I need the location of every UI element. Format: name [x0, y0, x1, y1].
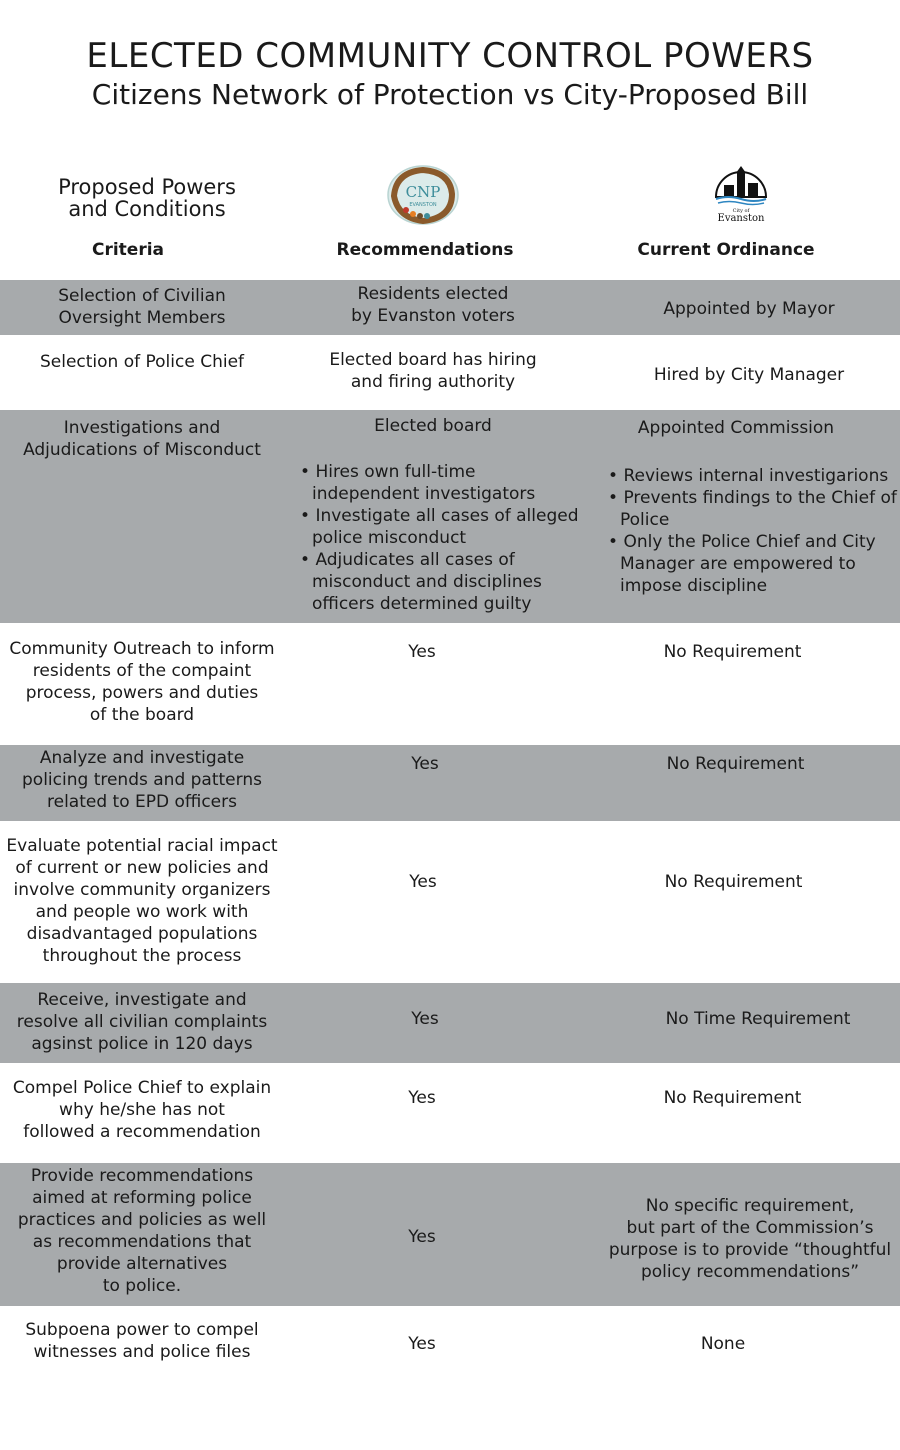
bullet-item: • Prevents findings to the Chief of Police: [608, 488, 897, 530]
current-ordinance-cell: None: [700, 1334, 746, 1354]
criteria-cell: [0, 1165, 284, 1297]
table-row: [0, 745, 900, 821]
criteria-line: residents of the compaint: [32, 661, 252, 681]
cnp-logo-dot: [410, 211, 416, 217]
criteria-line: Investigations and: [63, 418, 221, 438]
criteria-cell: [0, 638, 284, 726]
recommendation-cell: Yes: [408, 1227, 436, 1247]
cnp-logo-dot: [417, 213, 423, 219]
criteria-line: Selection of Police Chief: [39, 352, 245, 372]
recommendation-title: Elected board: [374, 416, 492, 436]
criteria-line: Provide recommendations: [30, 1166, 254, 1186]
criteria-line: why he/she has not: [59, 1100, 225, 1120]
page-title: ELECTED COMMUNITY CONTROL POWERS: [86, 36, 814, 76]
recommendation-line: by Evanston voters: [351, 306, 515, 326]
city-logo-small-text: City of: [732, 208, 750, 214]
table-row: [0, 280, 900, 335]
table-row: [0, 335, 900, 410]
cnp-logo-dot: [424, 213, 430, 219]
criteria-line: Adjudications of Misconduct: [23, 440, 261, 460]
table-row: [0, 410, 900, 623]
criteria-cell: [0, 1319, 284, 1363]
recommendation-cell: [288, 283, 578, 327]
criteria-line: involve community organizers: [13, 880, 271, 900]
criteria-line: of current or new policies and: [15, 858, 269, 878]
lighthouse-top: [736, 166, 746, 173]
city-logo-wave: [718, 202, 764, 205]
city-building-right: [748, 183, 758, 197]
table-row: [0, 623, 900, 745]
table-row: [0, 821, 900, 983]
criteria-cell: [0, 1077, 284, 1143]
criteria-line: Evaluate potential racial impact: [6, 836, 278, 856]
criteria-line: provide alternatives: [56, 1254, 228, 1274]
criteria-line: aimed at reforming police: [32, 1188, 252, 1208]
column-header-recommendations: Recommendations: [336, 240, 514, 260]
criteria-cell: [0, 351, 284, 373]
column-header-current: Current Ordinance: [637, 240, 815, 260]
city-of-evanston-logo: [712, 163, 770, 227]
criteria-line: agsinst police in 120 days: [31, 1034, 253, 1054]
recommendation-bullets: [298, 461, 583, 615]
criteria-line: related to EPD officers: [47, 792, 237, 812]
criteria-line: policing trends and patterns: [22, 770, 262, 790]
recommendation-line: Elected board has hiring: [329, 350, 537, 370]
criteria-line: witnesses and police files: [33, 1342, 251, 1362]
criteria-line: Compel Police Chief to explain: [12, 1078, 272, 1098]
criteria-line: followed a recommendation: [23, 1122, 261, 1142]
current-title: Appointed Commission: [637, 418, 835, 438]
recommendation-line: Residents elected: [357, 284, 509, 304]
lighthouse-icon: [737, 173, 745, 197]
current-ordinance-cell: [600, 1195, 900, 1283]
bullet-item: • Only the Police Chief and City Manager are empowered to impose discipline: [608, 532, 876, 596]
cnp-evanston-logo: [386, 164, 460, 226]
criteria-line: throughout the process: [42, 946, 242, 966]
cnp-logo-subtext: EVANSTON: [409, 202, 437, 208]
criteria-line: Selection of Civilian: [58, 286, 226, 306]
criteria-line: resolve all civilian complaints: [16, 1012, 268, 1032]
column-header-criteria: Criteria: [91, 240, 165, 260]
recommendation-line: and firing authority: [350, 372, 516, 392]
bullet-item: • Hires own full-time independent investigators: [300, 462, 536, 504]
criteria-line: and people wo work with: [35, 902, 249, 922]
proposed-powers-label: [22, 176, 272, 220]
recommendation-cell: Yes: [408, 1088, 436, 1108]
criteria-line: Analyze and investigate: [39, 748, 245, 768]
table-row: [0, 983, 900, 1063]
current-line: policy recommendations”: [640, 1262, 860, 1282]
table-row: [0, 1063, 900, 1163]
bullet-item: • Investigate all cases of alleged police misconduct: [300, 506, 579, 548]
criteria-line: Receive, investigate and: [37, 990, 247, 1010]
current-ordinance-cell: [598, 364, 900, 386]
bullet-item: • Adjudicates all cases of misconduct and disciplines officers determined guilty: [300, 550, 542, 614]
current-line: Appointed by Mayor: [663, 299, 835, 319]
current-line: No specific requirement,: [645, 1196, 855, 1216]
city-building-left: [724, 185, 734, 197]
criteria-cell: [0, 989, 284, 1055]
recommendation-cell: Yes: [411, 754, 439, 774]
current-ordinance-cell: [606, 417, 898, 597]
recommendation-cell: Yes: [411, 1009, 439, 1029]
criteria-line: to police.: [102, 1276, 182, 1296]
current-ordinance-cell: No Requirement: [664, 872, 803, 892]
criteria-cell: [0, 835, 284, 967]
cnp-logo-text: CNP: [405, 183, 441, 201]
city-logo-name: Evanston: [717, 213, 765, 224]
recommendation-cell: Yes: [408, 1334, 436, 1354]
recommendation-cell: [298, 415, 583, 615]
table-row: [0, 1163, 900, 1306]
criteria-cell: [0, 285, 284, 329]
bullet-item: • Reviews internal investigarions: [608, 466, 889, 486]
recommendation-cell: Yes: [409, 872, 437, 892]
current-ordinance-cell: [598, 298, 900, 320]
criteria-line: of the board: [89, 705, 195, 725]
criteria-line: Community Outreach to inform: [9, 639, 275, 659]
criteria-line: as recommendations that: [32, 1232, 252, 1252]
criteria-line: process, powers and duties: [25, 683, 259, 703]
recommendation-cell: Yes: [408, 642, 436, 662]
criteria-line: Oversight Members: [58, 308, 226, 328]
recommendation-cell: [288, 349, 578, 393]
cnp-logo-dot: [403, 207, 409, 213]
current-ordinance-cell: No Time Requirement: [665, 1009, 851, 1029]
criteria-line: practices and policies as well: [17, 1210, 267, 1230]
criteria-cell: [0, 747, 284, 813]
proposed-line-2: and Conditions: [68, 197, 226, 221]
table-row: [0, 1306, 900, 1386]
page-subtitle: Citizens Network of Protection vs City-Proposed Bill: [91, 78, 809, 111]
current-ordinance-cell: No Requirement: [663, 1088, 802, 1108]
criteria-cell: [0, 417, 284, 461]
criteria-line: disadvantaged populations: [26, 924, 258, 944]
current-line: but part of the Commission’s: [626, 1218, 874, 1238]
proposed-line-1: Proposed Powers: [58, 175, 236, 199]
current-ordinance-cell: No Requirement: [663, 642, 802, 662]
current-line: Hired by City Manager: [653, 365, 845, 385]
criteria-line: Subpoena power to compel: [25, 1320, 259, 1340]
current-line: purpose is to provide “thoughtful: [608, 1240, 892, 1260]
current-ordinance-cell: No Requirement: [666, 754, 805, 774]
current-bullets: [606, 465, 898, 597]
